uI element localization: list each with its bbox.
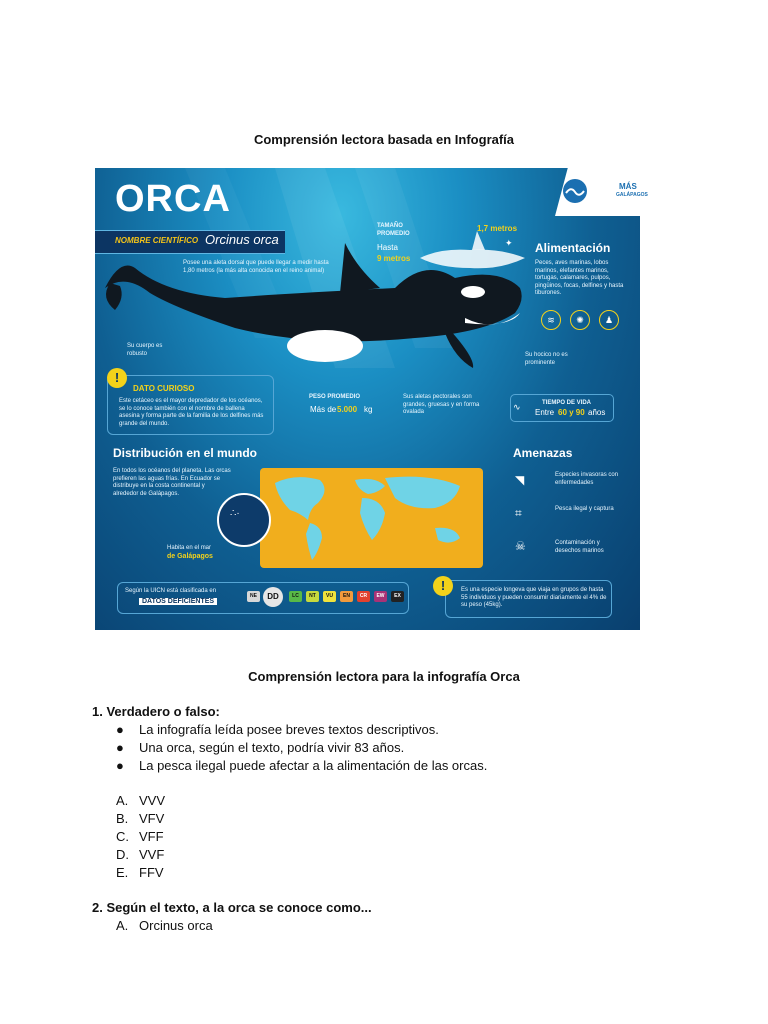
iucn-badge-selected: DD [263,587,283,607]
logo-line1: MÁS [619,182,637,191]
threat-item: Pesca ilegal y captura [555,506,614,512]
option-letter: A. [116,918,129,933]
bullet-icon: ● [116,758,124,773]
iucn-badge: EX [391,591,404,602]
lifespan-label: TIEMPO DE VIDA [542,400,592,406]
scientific-name: Orcinus orca [205,232,279,247]
option-letter: B. [116,811,129,826]
habitat-place: de Galápagos [167,553,213,560]
person-icon: ✦ [505,238,513,248]
food-text: Peces, aves marinas, lobos marinos, elefantes marinos, tortugas, calamares, pulpos, pingüinos, focas, delfines y hasta tiburones. [535,260,624,296]
statement: La infografía leída posee breves textos descriptivos. [139,722,439,737]
body-text: Su cuerpo es robusto [127,343,163,357]
option-text: Orcinus orca [139,918,213,933]
habitat-text: Habita en el mar [167,545,212,551]
option-text: VVF [139,847,165,862]
option-text: VFV [139,811,165,826]
option-letter: C. [116,829,129,844]
threat-item: Especies invasoras con enfermedades [555,472,619,486]
human-height: 1,7 metros [477,224,518,233]
longevity-text: Es una especie longeva que viaja en grupos de hasta 55 individuos y pueden consumir diariamente el 4% de su peso (45kg). [461,587,607,608]
infographic-title: ORCA [115,178,231,220]
weight-unit: kg [364,405,373,414]
dorsal-fin-text: Posee una aleta dorsal que puede llegar a medir hasta 1,80 metros (la más alta conocida en el reino animal) [183,260,329,274]
option-letter: D. [116,847,129,862]
world-map-continents [260,468,483,568]
threat-item: Contaminación y desechos marinos [555,540,604,554]
iucn-badge: EW [374,591,387,602]
lifespan-value: 60 y 90 [558,408,585,417]
whale-silhouette-icon [420,228,530,273]
alert-icon: ! [433,576,453,596]
food-title: Alimentación [535,241,611,255]
iucn-badge: CR [357,591,370,602]
statement: La pesca ilegal puede afectar a la alimentación de las orcas. [139,758,488,773]
alert-icon: ! [107,368,127,388]
question-2-heading: 2. Según el texto, a la orca se conoce como... [92,900,372,915]
penguin-icon: ♟ [599,310,619,330]
distribution-text: En todos los océanos del planeta. Las orcas prefieren las aguas frías. En Ecuador se distribuye en la costa continental y alrededor de Galápagos. [113,468,231,497]
iucn-badge: NT [306,591,319,602]
iucn-badge: VU [323,591,336,602]
option-letter: A. [116,793,129,808]
fact-title: DATO CURIOSO [133,384,195,393]
iucn-text: Según la UICN está clasificada en [125,588,217,594]
heartbeat-icon: ∿ [513,402,521,412]
snout-text: Su hocico no es prominente [525,352,568,366]
fact-text: Este cetáceo es el mayor depredador de los océanos, se lo conoce también con el nombre de ballena asesina y forma parte de la familia de los delfines más grande del mundo. [119,398,264,427]
orca-threat-icon: ◥ [515,473,525,487]
statement: Una orca, según el texto, podría vivir 83 años. [139,740,405,755]
logo-line2: GALÁPAGOS [616,192,648,198]
pectoral-fins-text: Sus aletas pectorales son grandes, gruesas y en forma ovalada [403,394,480,415]
weight-prefix: Más de [310,405,337,414]
threats-title: Amenazas [513,446,573,460]
iucn-badge: EN [340,591,353,602]
document-title: Comprensión lectora basada en Infografía [253,132,515,147]
scientific-name-label: NOMBRE CIENTÍFICO [115,236,199,245]
question-1-heading: 1. Verdadero o falso: [92,704,220,719]
iucn-badge: LC [289,591,302,602]
distribution-title: Distribución en el mundo [113,446,258,460]
size-value: 9 metros [377,254,411,263]
iucn-status: DATOS DEFICIENTES [139,598,217,605]
lifespan-prefix: Entre [535,408,555,417]
iucn-badge: NE [247,591,260,602]
trash-icon: ☠ [515,539,526,553]
size-label: TAMAÑO PROMEDIO [377,223,410,237]
option-text: VVV [139,793,166,808]
questions-title: Comprensión lectora para la infografía Orca [248,669,520,684]
islands-icon: ∴· [230,508,240,519]
logo-wave-icon [562,178,588,204]
lifespan-unit: años [588,408,606,417]
option-text: VFF [139,829,164,844]
net-icon: ⌗ [515,506,522,520]
fish-icon: ≋ [541,310,561,330]
weight-value: 5.000 [337,405,358,414]
orca-infographic [95,168,648,630]
galapagos-inset [217,493,271,547]
option-text: FFV [139,865,164,880]
weight-label: PESO PROMEDIO [309,394,361,400]
octopus-icon: ✺ [570,310,590,330]
bullet-icon: ● [116,740,124,755]
option-letter: E. [116,865,129,880]
bullet-icon: ● [116,722,124,737]
size-prefix: Hasta [377,243,398,252]
